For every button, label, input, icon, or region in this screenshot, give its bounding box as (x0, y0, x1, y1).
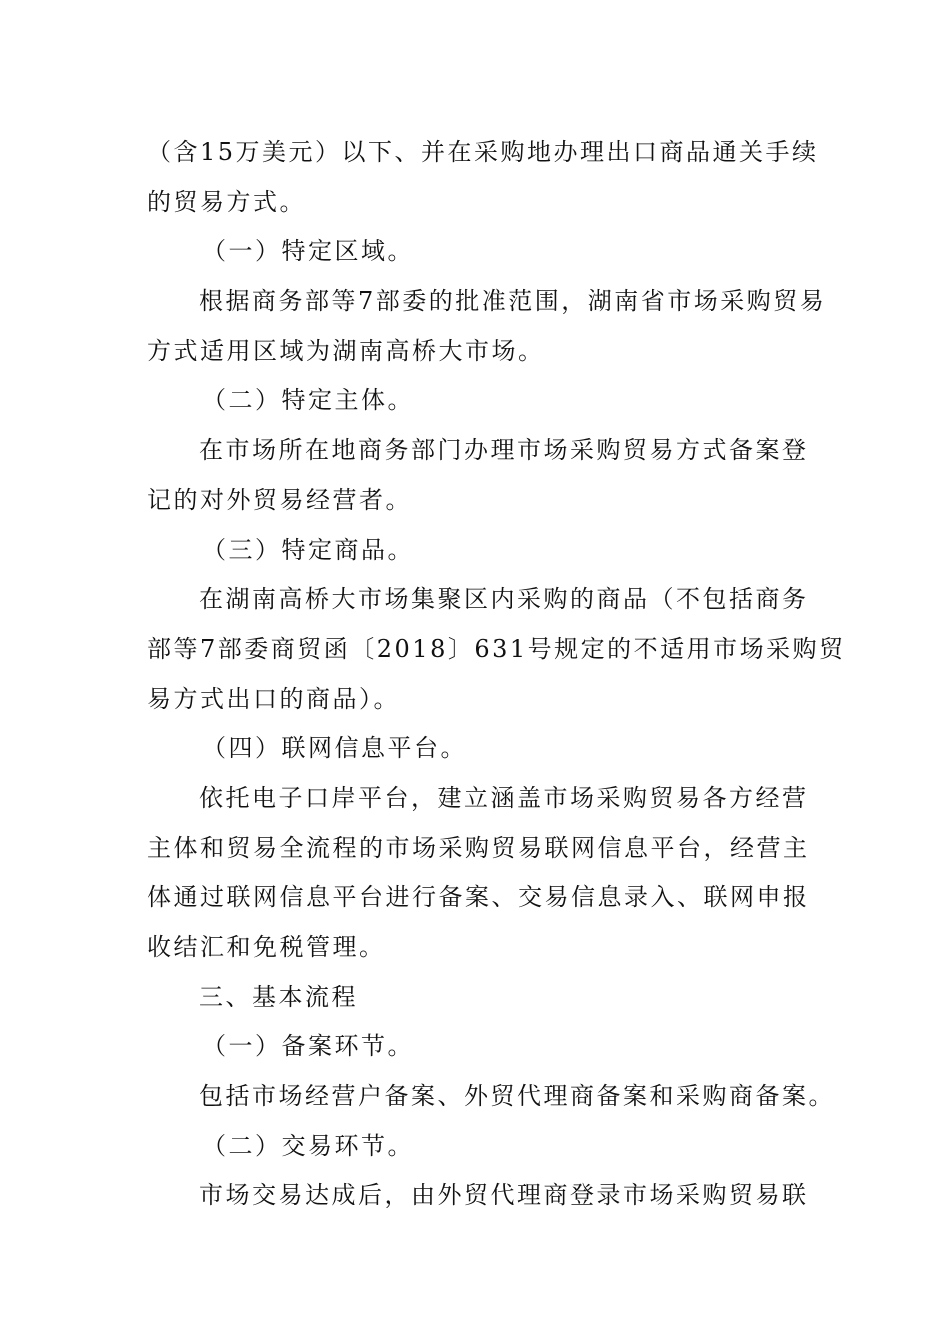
paragraph-line: 根据商务部等7部委的批准范围，湖南省市场采购贸易 (199, 287, 827, 316)
paragraph-line: 部等7部委商贸函〔2018〕631号规定的不适用市场采购贸 (147, 634, 846, 663)
section-heading-basic-process: 三、基本流程 (199, 982, 358, 1011)
subheading-specific-goods: （三）特定商品。 (202, 535, 414, 564)
paragraph-line: 收结汇和免税管理。 (147, 933, 386, 961)
paragraph-line: 记的对外贸易经营者。 (147, 485, 412, 514)
paragraph-line: 体通过联网信息平台进行备案、交易信息录入、联网申报 (147, 883, 810, 912)
paragraph-line: 在市场所在地商务部门办理市场采购贸易方式备案登 (199, 436, 809, 465)
paragraph-line: 包括市场经营户备案、外贸代理商备案和采购商备案。 (199, 1082, 835, 1111)
paragraph-line: 在湖南高桥大市场集聚区内采购的商品（不包括商务 (199, 585, 809, 614)
document-body (147, 128, 846, 1221)
paragraph-line: 的贸易方式。 (147, 187, 306, 216)
subheading-network-platform: （四）联网信息平台。 (202, 734, 467, 763)
paragraph-line: 市场交易达成后，由外贸代理商登录市场采购贸易联 (199, 1181, 809, 1210)
paragraph-line: 主体和贸易全流程的市场采购贸易联网信息平台，经营主 (147, 833, 810, 862)
paragraph-line: （含15万美元）以下、并在采购地办理出口商品通关手续 (147, 138, 819, 166)
subheading-specific-area: （一）特定区域。 (202, 237, 414, 266)
paragraph-line: 方式适用区域为湖南高桥大市场。 (147, 336, 545, 365)
subheading-filing: （一）备案环节。 (202, 1032, 414, 1061)
paragraph-line: 易方式出口的商品）。 (147, 684, 400, 713)
paragraph-line: 依托电子口岸平台，建立涵盖市场采购贸易各方经营 (199, 783, 809, 812)
subheading-trading: （二）交易环节。 (202, 1131, 414, 1160)
subheading-specific-entity: （二）特定主体。 (202, 386, 414, 415)
